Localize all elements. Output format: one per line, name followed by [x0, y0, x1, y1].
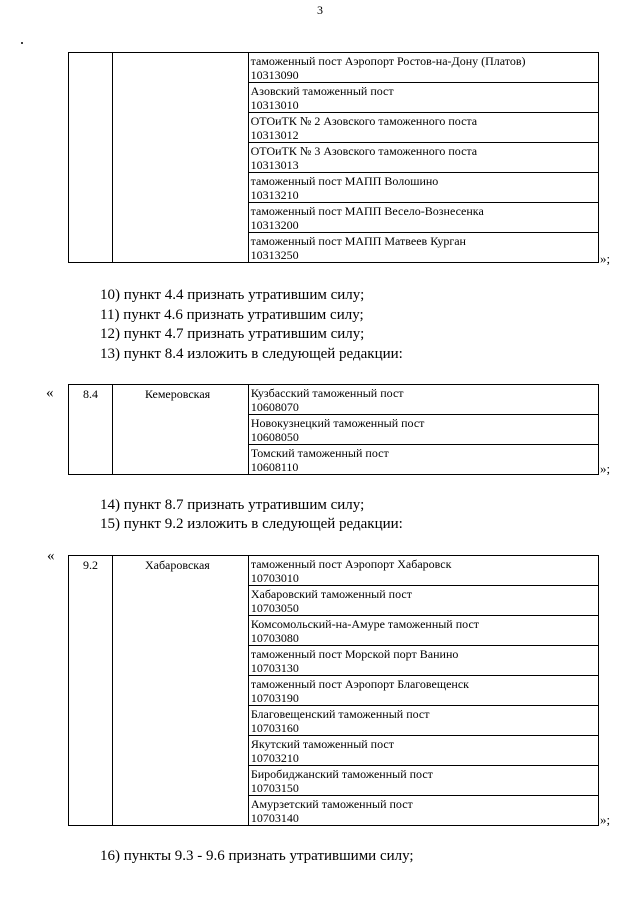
customs-post-cell	[248, 556, 598, 586]
customs-post-code: 10313010	[250, 98, 299, 112]
customs-post-code: 10313090	[250, 68, 299, 82]
table-2-closing-quote: »;	[600, 461, 611, 476]
customs-post-cell	[248, 53, 598, 83]
item-number-cell: 8.4	[69, 385, 113, 475]
scan-speck	[21, 42, 23, 44]
customs-post-cell	[248, 736, 598, 766]
customs-post-code: 10703160	[250, 721, 299, 735]
customs-post-code: 10703010	[250, 571, 299, 585]
customs-post-code: 10313012	[250, 128, 299, 142]
customs-post-name: Якутский таможенный пост	[250, 737, 394, 751]
customs-post-cell	[248, 173, 598, 203]
paragraph-item-15: 15) пункт 9.2 изложить в следующей редакции:	[100, 516, 403, 532]
region-cell: Хабаровская	[112, 556, 248, 826]
customs-post-code: 10703130	[250, 661, 299, 675]
customs-post-code: 10313013	[250, 158, 299, 172]
customs-post-cell	[248, 203, 598, 233]
paragraph-item-10: 10) пункт 4.4 признать утратившим силу;	[100, 287, 365, 303]
customs-post-name: Томский таможенный пост	[250, 446, 389, 460]
customs-post-cell	[248, 616, 598, 646]
customs-post-cell	[248, 233, 598, 263]
table-3-closing-quote: »;	[600, 812, 611, 827]
customs-post-code: 10703150	[250, 781, 299, 795]
customs-post-name: Кузбасский таможенный пост	[250, 386, 404, 400]
customs-post-cell	[248, 83, 598, 113]
table-row	[69, 556, 599, 586]
customs-post-name: ОТОиТК № 3 Азовского таможенного поста	[250, 144, 478, 158]
customs-table-2-body	[69, 385, 599, 475]
customs-post-name: Амурзетский таможенный пост	[250, 797, 413, 811]
customs-post-code: 10703080	[250, 631, 299, 645]
customs-post-name: таможенный пост МАПП Весело-Вознесенка	[250, 204, 484, 218]
customs-post-cell	[248, 706, 598, 736]
customs-post-cell	[248, 796, 598, 826]
customs-post-name: таможенный пост МАПП Матвеев Курган	[250, 234, 466, 248]
customs-post-cell	[248, 415, 598, 445]
customs-table-3-body	[69, 556, 599, 826]
customs-post-name: Новокузнецкий таможенный пост	[250, 416, 425, 430]
customs-post-name: таможенный пост МАПП Волошино	[250, 174, 439, 188]
customs-table-3	[68, 555, 599, 826]
page-number: 3	[317, 3, 323, 17]
table-row	[69, 53, 599, 83]
customs-post-code: 10313210	[250, 188, 299, 202]
customs-post-cell	[248, 445, 598, 475]
customs-post-name: ОТОиТК № 2 Азовского таможенного поста	[250, 114, 478, 128]
customs-post-name: Благовещенский таможенный пост	[250, 707, 430, 721]
customs-table-1-body	[69, 53, 599, 263]
customs-post-code: 10313250	[250, 248, 299, 262]
customs-post-code: 10608050	[250, 430, 299, 444]
customs-post-cell	[248, 766, 598, 796]
paragraph-item-13: 13) пункт 8.4 изложить в следующей редакции:	[100, 346, 403, 362]
customs-post-cell	[248, 586, 598, 616]
customs-post-cell	[248, 113, 598, 143]
customs-post-cell	[248, 143, 598, 173]
customs-post-name: таможенный пост Морской порт Ванино	[250, 647, 459, 661]
customs-table-1	[68, 52, 599, 263]
customs-post-code: 10608110	[250, 460, 299, 474]
customs-post-code: 10703210	[250, 751, 299, 765]
customs-table-2	[68, 384, 599, 475]
table-row	[69, 385, 599, 415]
paragraph-item-12: 12) пункт 4.7 признать утратившим силу;	[100, 326, 365, 342]
paragraph-item-11: 11) пункт 4.6 признать утратившим силу;	[100, 307, 364, 323]
item-number-cell: 9.2	[69, 556, 113, 826]
customs-post-cell	[248, 676, 598, 706]
table-1-closing-quote: »;	[600, 251, 611, 266]
customs-post-name: таможенный пост Аэропорт Ростов-на-Дону (Платов)	[250, 54, 526, 68]
paragraph-item-16: 16) пункты 9.3 - 9.6 признать утратившими силу;	[100, 848, 414, 864]
customs-post-name: Хабаровский таможенный пост	[250, 587, 412, 601]
table-3-opening-quote: «	[47, 548, 55, 564]
customs-post-cell	[248, 385, 598, 415]
customs-post-code: 10313200	[250, 218, 299, 232]
customs-post-name: Азовский таможенный пост	[250, 84, 394, 98]
customs-post-code: 10703050	[250, 601, 299, 615]
customs-post-name: Биробиджанский таможенный пост	[250, 767, 433, 781]
customs-post-code: 10703140	[250, 811, 299, 825]
table-2-opening-quote: «	[46, 385, 54, 401]
customs-post-cell	[248, 646, 598, 676]
item-number-cell	[69, 53, 113, 263]
customs-post-code: 10703190	[250, 691, 299, 705]
customs-post-code: 10608070	[250, 400, 299, 414]
paragraph-item-14: 14) пункт 8.7 признать утратившим силу;	[100, 497, 365, 513]
customs-post-name: Комсомольский-на-Амуре таможенный пост	[250, 617, 480, 631]
customs-post-name: таможенный пост Аэропорт Хабаровск	[250, 557, 452, 571]
customs-post-name: таможенный пост Аэропорт Благовещенск	[250, 677, 469, 691]
region-cell	[112, 53, 248, 263]
region-cell: Кемеровская	[112, 385, 248, 475]
